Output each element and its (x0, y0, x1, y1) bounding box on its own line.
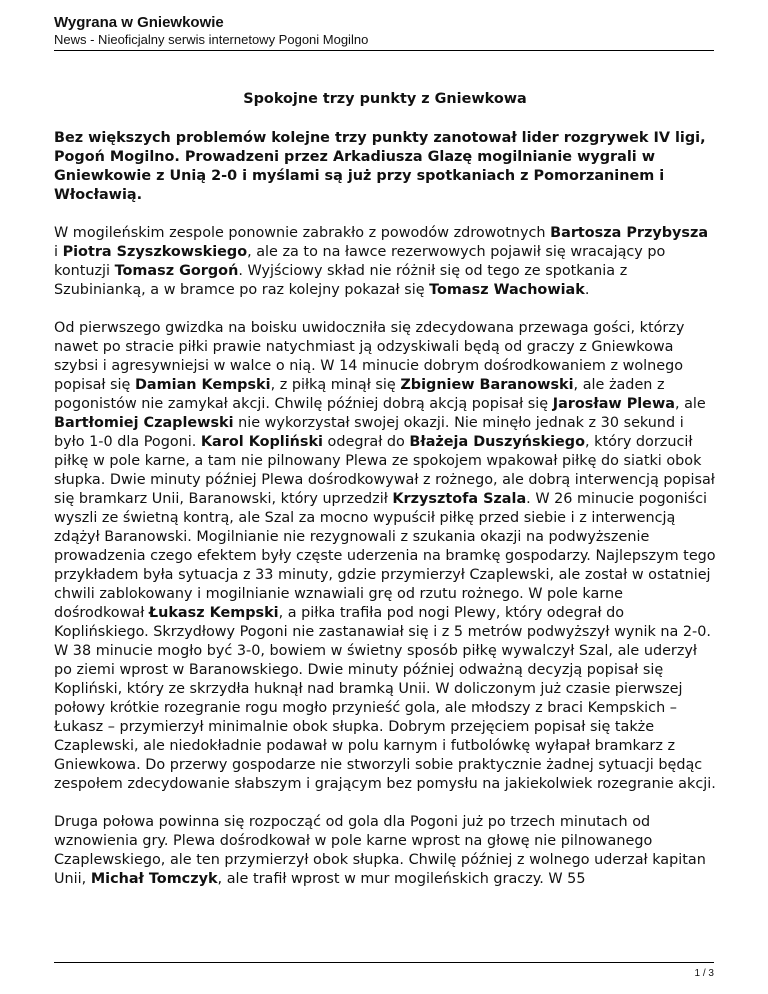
text: , który dorzucił piłkę w pole karne, a tam nie pilnowany Plewa ze spokojem wpakował piłkę do siatki obok słupka. Dwie minuty później Plewa dośrodkowywał z rożnego, ale dobrą interwencją popisał się bramkarz Unii, Baranowski, który uprzedził (54, 434, 715, 507)
text: Od pierwszego gwizdka na boisku uwidoczniła się zdecydowana przewaga gości, którzy nawet po stracie piłki prawie natychmiast ją odzyskiwali będą od graczy z Gniewkowa szybsi i agresywniejsi w walce o nią. W 14 minucie dobrym dośrodkowaniem z wolnego popisał się (54, 320, 685, 393)
player-name: Bartosza Przybysza (550, 225, 709, 241)
player-name: Tomasz Gorgoń (114, 263, 239, 279)
site-title: Wygrana w Gniewkowie (54, 14, 224, 31)
paragraph-2 (54, 319, 716, 794)
article-body (54, 90, 716, 908)
player-name: Bartłomiej Czaplewski (54, 415, 234, 431)
text: odegrał do (322, 434, 410, 450)
text: . W 26 minucie pogoniści wyszli ze świetną kontrą, ale Szal za mocno wypuścił piłkę przed siebie i z interwencją zdążył Baranowski. Mogilnianie nie rezygnowali z szukania okazji na podwyższenie prowadzenia czego efektem były częste uderzenia na bramkę gospodarzy. Najlepszym tego przykładem była sytuacja z 33 minuty, gdzie przymierzył Czaplewski, ale został w ostatniej chwili zablokowany i mogilnianie wznawiali grę od rzutu rożnego. W pole karne dośrodkował (54, 491, 716, 621)
text: , ale za to na ławce rezerwowych pojawił się wracający po kontuzji (54, 244, 666, 279)
player-name: Łukasz Kempski (148, 605, 279, 621)
text: nie wykorzystał swojej okazji. Nie minęło jednak z 30 sekund i było 1-0 dla Pogoni. (54, 415, 684, 450)
text: , ale trafił wprost w mur mogileńskich graczy. W 55 (217, 871, 586, 887)
player-name: Damian Kempski (134, 377, 271, 393)
article-lead: Bez większych problemów kolejne trzy punkty zanotował lider rozgrywek IV ligi, Pogoń Mogilno. Prowadzeni przez Arkadiusza Glazę mogilnianie wygrali w Gniewkowie z Unią 2-0 i myślami są już przy spotkaniach z Pomorzaninem i Włocławią. (54, 130, 706, 203)
text: , z piłką minął się (270, 377, 401, 393)
player-name: Krzysztofa Szala (392, 491, 527, 507)
article-title: Spokojne trzy punkty z Gniewkowa (243, 91, 527, 107)
player-name: Karol Kopliński (200, 434, 323, 450)
player-name: Jarosław Plewa (552, 396, 675, 412)
player-name: Błażeja Duszyńskiego (409, 434, 585, 450)
player-name: Tomasz Wachowiak (429, 282, 585, 298)
text: . Wyjściowy skład nie różnił się od tego ze spotkania z Szubinianką, a w bramce po raz kolejny pokazał się (54, 263, 628, 298)
text: , ale żaden z pogonistów nie zamykał akcji. Chwilę później dobrą akcją popisał się (54, 377, 665, 412)
player-name: Zbigniew Baranowski (400, 377, 574, 393)
text: W mogileńskim zespole ponownie zabrakło z powodów zdrowotnych (54, 225, 551, 241)
site-subtitle: News - Nieoficjalny serwis internetowy Pogoni Mogilno (54, 32, 369, 47)
page-header (54, 14, 714, 48)
header-divider (54, 50, 714, 51)
footer-divider (54, 962, 714, 963)
paragraph-3 (54, 813, 716, 889)
text: , ale (674, 396, 706, 412)
page-number: 1 / 3 (694, 968, 714, 979)
text: Druga połowa powinna się rozpocząć od gola dla Pogoni już po trzech minutach od wznowienia gry. Plewa dośrodkował w pole karne wprost na głowę nie pilnowanego Czaplewskiego, ale ten przymierzył obok słupka. Chwilę później z wolnego uderzał kapitan Unii, (54, 814, 706, 887)
text: i (54, 244, 63, 260)
text: . (584, 282, 590, 298)
player-name: Michał Tomczyk (90, 871, 218, 887)
player-name: Piotra Szyszkowskiego (62, 244, 248, 260)
text: , a piłka trafiła pod nogi Plewy, który odegrał do Koplińskiego. Skrzydłowy Pogoni nie zastanawiał się i z 5 metrów podwyższył wynik na 2-0. W 38 minucie mogło być 3-0, bowiem w świetny sposób piłkę wywalczył Szal, ale uderzył po ziemi wprost w Baranowskiego. Dwie minuty później odważną decyzją popisał się Kopliński, który ze skrzydła huknął nad bramką Unii. W doliczonym już czasie pierwszej połowy krótkie rozegranie rogu mogło przynieść gola, ale młodszy z braci Kempskich – Łukasz – przymierzył minimalnie obok słupka. Dobrym przejęciem popisał się także Czaplewski, ale niedokładnie podawał w polu karnym i futbolówkę wyłapał bramkarz z Gniewkowa. Do przerwy gospodarze nie stworzyli sobie praktycznie żadnej sytuacji będąc zespołem zdecydowanie słabszym i grającym bez pomysłu na jakiekolwiek rozegranie akcji. (54, 605, 716, 792)
paragraph-1 (54, 224, 716, 300)
